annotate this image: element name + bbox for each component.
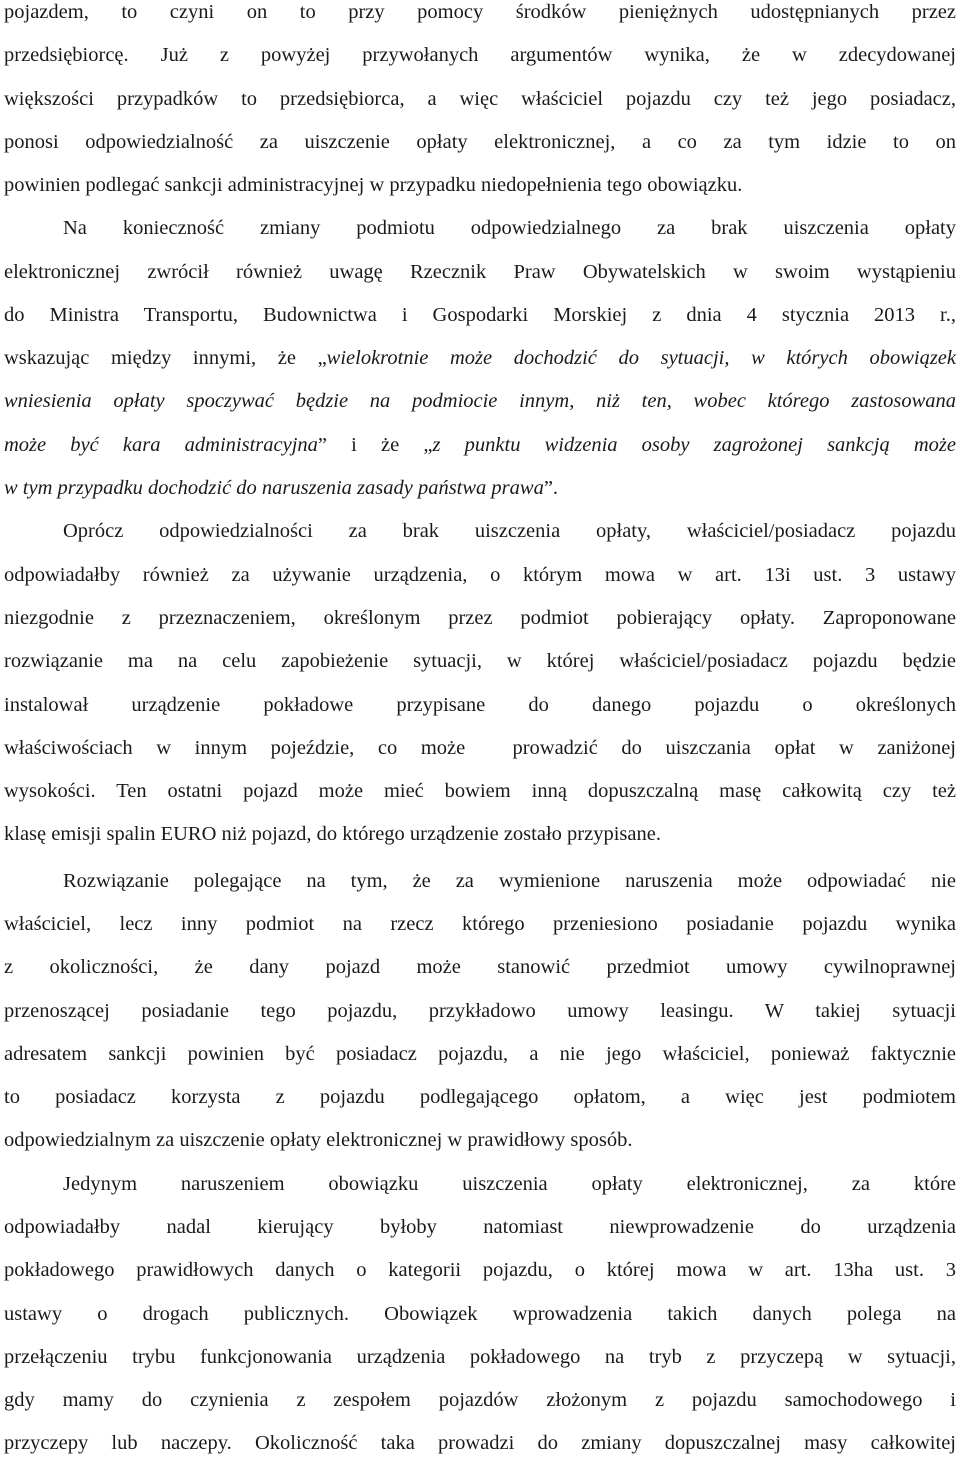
paragraph-first-line bbox=[63, 1169, 956, 1199]
text-line bbox=[4, 603, 956, 633]
text-run: Oprócz odpowiedzialności za brak uiszczenia opłaty, właściciel/posiadacz pojazdu bbox=[63, 520, 956, 542]
text-line bbox=[4, 386, 956, 416]
text-run: właściciel, lecz inny podmiot na rzecz którego przeniesiono posiadanie pojazdu wynika bbox=[4, 913, 956, 935]
quote-run: z punktu widzenia osoby zagrożonej sankcją może bbox=[432, 434, 956, 456]
text-line bbox=[4, 170, 956, 200]
text-line bbox=[4, 1428, 956, 1458]
text-run: większości przypadków to przedsiębiorca, a więc właściciel pojazdu czy też jego posiadacz, bbox=[4, 88, 956, 110]
text-line bbox=[4, 257, 956, 287]
text-line bbox=[4, 1385, 956, 1415]
text-run: ” i że „ bbox=[317, 434, 433, 456]
text-run: klasę emisji spalin EURO niż pojazd, do którego urządzenie zostało przypisane. bbox=[4, 823, 661, 845]
text-run: instalował urządzenie pokładowe przypisane do danego pojazdu o określonych bbox=[4, 694, 956, 716]
text-line bbox=[4, 560, 956, 590]
text-run: odpowiadałby również za używanie urządzenia, o którym mowa w art. 13i ust. 3 ustawy bbox=[4, 564, 956, 586]
text-line bbox=[4, 1212, 956, 1242]
text-line bbox=[4, 690, 956, 720]
text-run: ”. bbox=[543, 477, 559, 499]
text-run: przedsiębiorcę. Już z powyżej przywołanych argumentów wynika, że w zdecydowanej bbox=[4, 44, 956, 66]
text-line bbox=[4, 473, 956, 503]
text-line bbox=[4, 1125, 956, 1155]
text-run: wskazując między innymi, że „ bbox=[4, 347, 327, 369]
paragraph-first-line bbox=[63, 516, 956, 546]
quote-run: wielokrotnie może dochodzić do sytuacji, w których obowiązek bbox=[326, 347, 956, 369]
text-line bbox=[4, 127, 956, 157]
text-run: elektronicznej zwrócił również uwagę Rzecznik Praw Obywatelskich w swoim wystąpieniu bbox=[4, 261, 956, 283]
text-run: odpowiadałby nadal kierujący byłoby natomiast niewprowadzenie do urządzenia bbox=[4, 1216, 956, 1238]
text-run: to posiadacz korzysta z pojazdu podlegającego opłatom, a więc jest podmiotem bbox=[4, 1086, 956, 1108]
quote-run: wniesienia opłaty spoczywać będzie na podmiocie innym, niż ten, wobec którego zastosowana bbox=[4, 390, 956, 412]
text-line bbox=[4, 952, 956, 982]
quote-run: może być kara administracyjna bbox=[4, 434, 318, 456]
text-run: przełączeniu trybu funkcjonowania urządzenia pokładowego na tryb z przyczepą w sytuacji, bbox=[4, 1346, 956, 1368]
text-run: przyczepy lub naczepy. Okoliczność taka prowadzi do zmiany dopuszczalnej masy całkowitej bbox=[4, 1432, 956, 1454]
text-line bbox=[4, 1082, 956, 1112]
text-run: wysokości. Ten ostatni pojazd może mieć bowiem inną dopuszczalną masę całkowitą czy też bbox=[4, 780, 956, 802]
text-run: właściwościach w innym pojeździe, co może prowadzić do uiszczania opłat w zaniżonej bbox=[4, 737, 956, 759]
text-line bbox=[4, 0, 956, 27]
text-line bbox=[4, 646, 956, 676]
text-run: pokładowego prawidłowych danych o kategorii pojazdu, o której mowa w art. 13ha ust. 3 bbox=[4, 1259, 956, 1281]
text-line bbox=[4, 1342, 956, 1372]
text-run: Na konieczność zmiany podmiotu odpowiedzialnego za brak uiszczenia opłaty bbox=[63, 217, 956, 239]
text-run: powinien podlegać sankcji administracyjnej w przypadku niedopełnienia tego obowiązku. bbox=[4, 174, 743, 196]
text-line bbox=[4, 1255, 956, 1285]
text-run: odpowiedzialnym za uiszczenie opłaty elektronicznej w prawidłowy sposób. bbox=[4, 1129, 633, 1151]
text-run: do Ministra Transportu, Budownictwa i Gospodarki Morskiej z dnia 4 stycznia 2013 r., bbox=[4, 304, 956, 326]
paragraph-first-line bbox=[63, 866, 956, 896]
text-line bbox=[4, 776, 956, 806]
text-line bbox=[4, 84, 956, 114]
text-line bbox=[4, 909, 956, 939]
text-line bbox=[4, 996, 956, 1026]
text-run: ponosi odpowiedzialność za uiszczenie opłaty elektronicznej, a co za tym idzie to on bbox=[4, 131, 956, 153]
text-run: niezgodnie z przeznaczeniem, określonym przez podmiot pobierający opłaty. Zaproponowane bbox=[4, 607, 956, 629]
text-run: adresatem sankcji powinien być posiadacz pojazdu, a nie jego właściciel, ponieważ faktycznie bbox=[4, 1043, 956, 1065]
text-run: Rozwiązanie polegające na tym, że za wymienione naruszenia może odpowiadać nie bbox=[63, 870, 956, 892]
text-run: rozwiązanie ma na celu zapobieżenie sytuacji, w której właściciel/posiadacz pojazdu będzie bbox=[4, 650, 956, 672]
text-line bbox=[4, 430, 956, 460]
text-run: z okoliczności, że dany pojazd może stanowić przedmiot umowy cywilnoprawnej bbox=[4, 956, 956, 978]
text-run: Jedynym naruszeniem obowiązku uiszczenia opłaty elektronicznej, za które bbox=[63, 1173, 956, 1195]
text-line bbox=[4, 300, 956, 330]
text-run: ustawy o drogach publicznych. Obowiązek wprowadzenia takich danych polega na bbox=[4, 1303, 956, 1325]
text-line bbox=[4, 733, 956, 763]
text-line bbox=[4, 40, 956, 70]
text-run: gdy mamy do czynienia z zespołem pojazdów złożonym z pojazdu samochodowego i bbox=[4, 1389, 956, 1411]
text-line bbox=[4, 1039, 956, 1069]
text-line bbox=[4, 1299, 956, 1329]
text-line bbox=[4, 343, 956, 373]
text-run: pojazdem, to czyni on to przy pomocy środków pieniężnych udostępnianych przez bbox=[4, 1, 956, 23]
paragraph-first-line bbox=[63, 213, 956, 243]
text-line bbox=[4, 819, 956, 849]
text-run: przenoszącej posiadanie tego pojazdu, przykładowo umowy leasingu. W takiej sytuacji bbox=[4, 1000, 956, 1022]
quote-run: w tym przypadku dochodzić do naruszenia zasady państwa prawa bbox=[4, 477, 544, 499]
